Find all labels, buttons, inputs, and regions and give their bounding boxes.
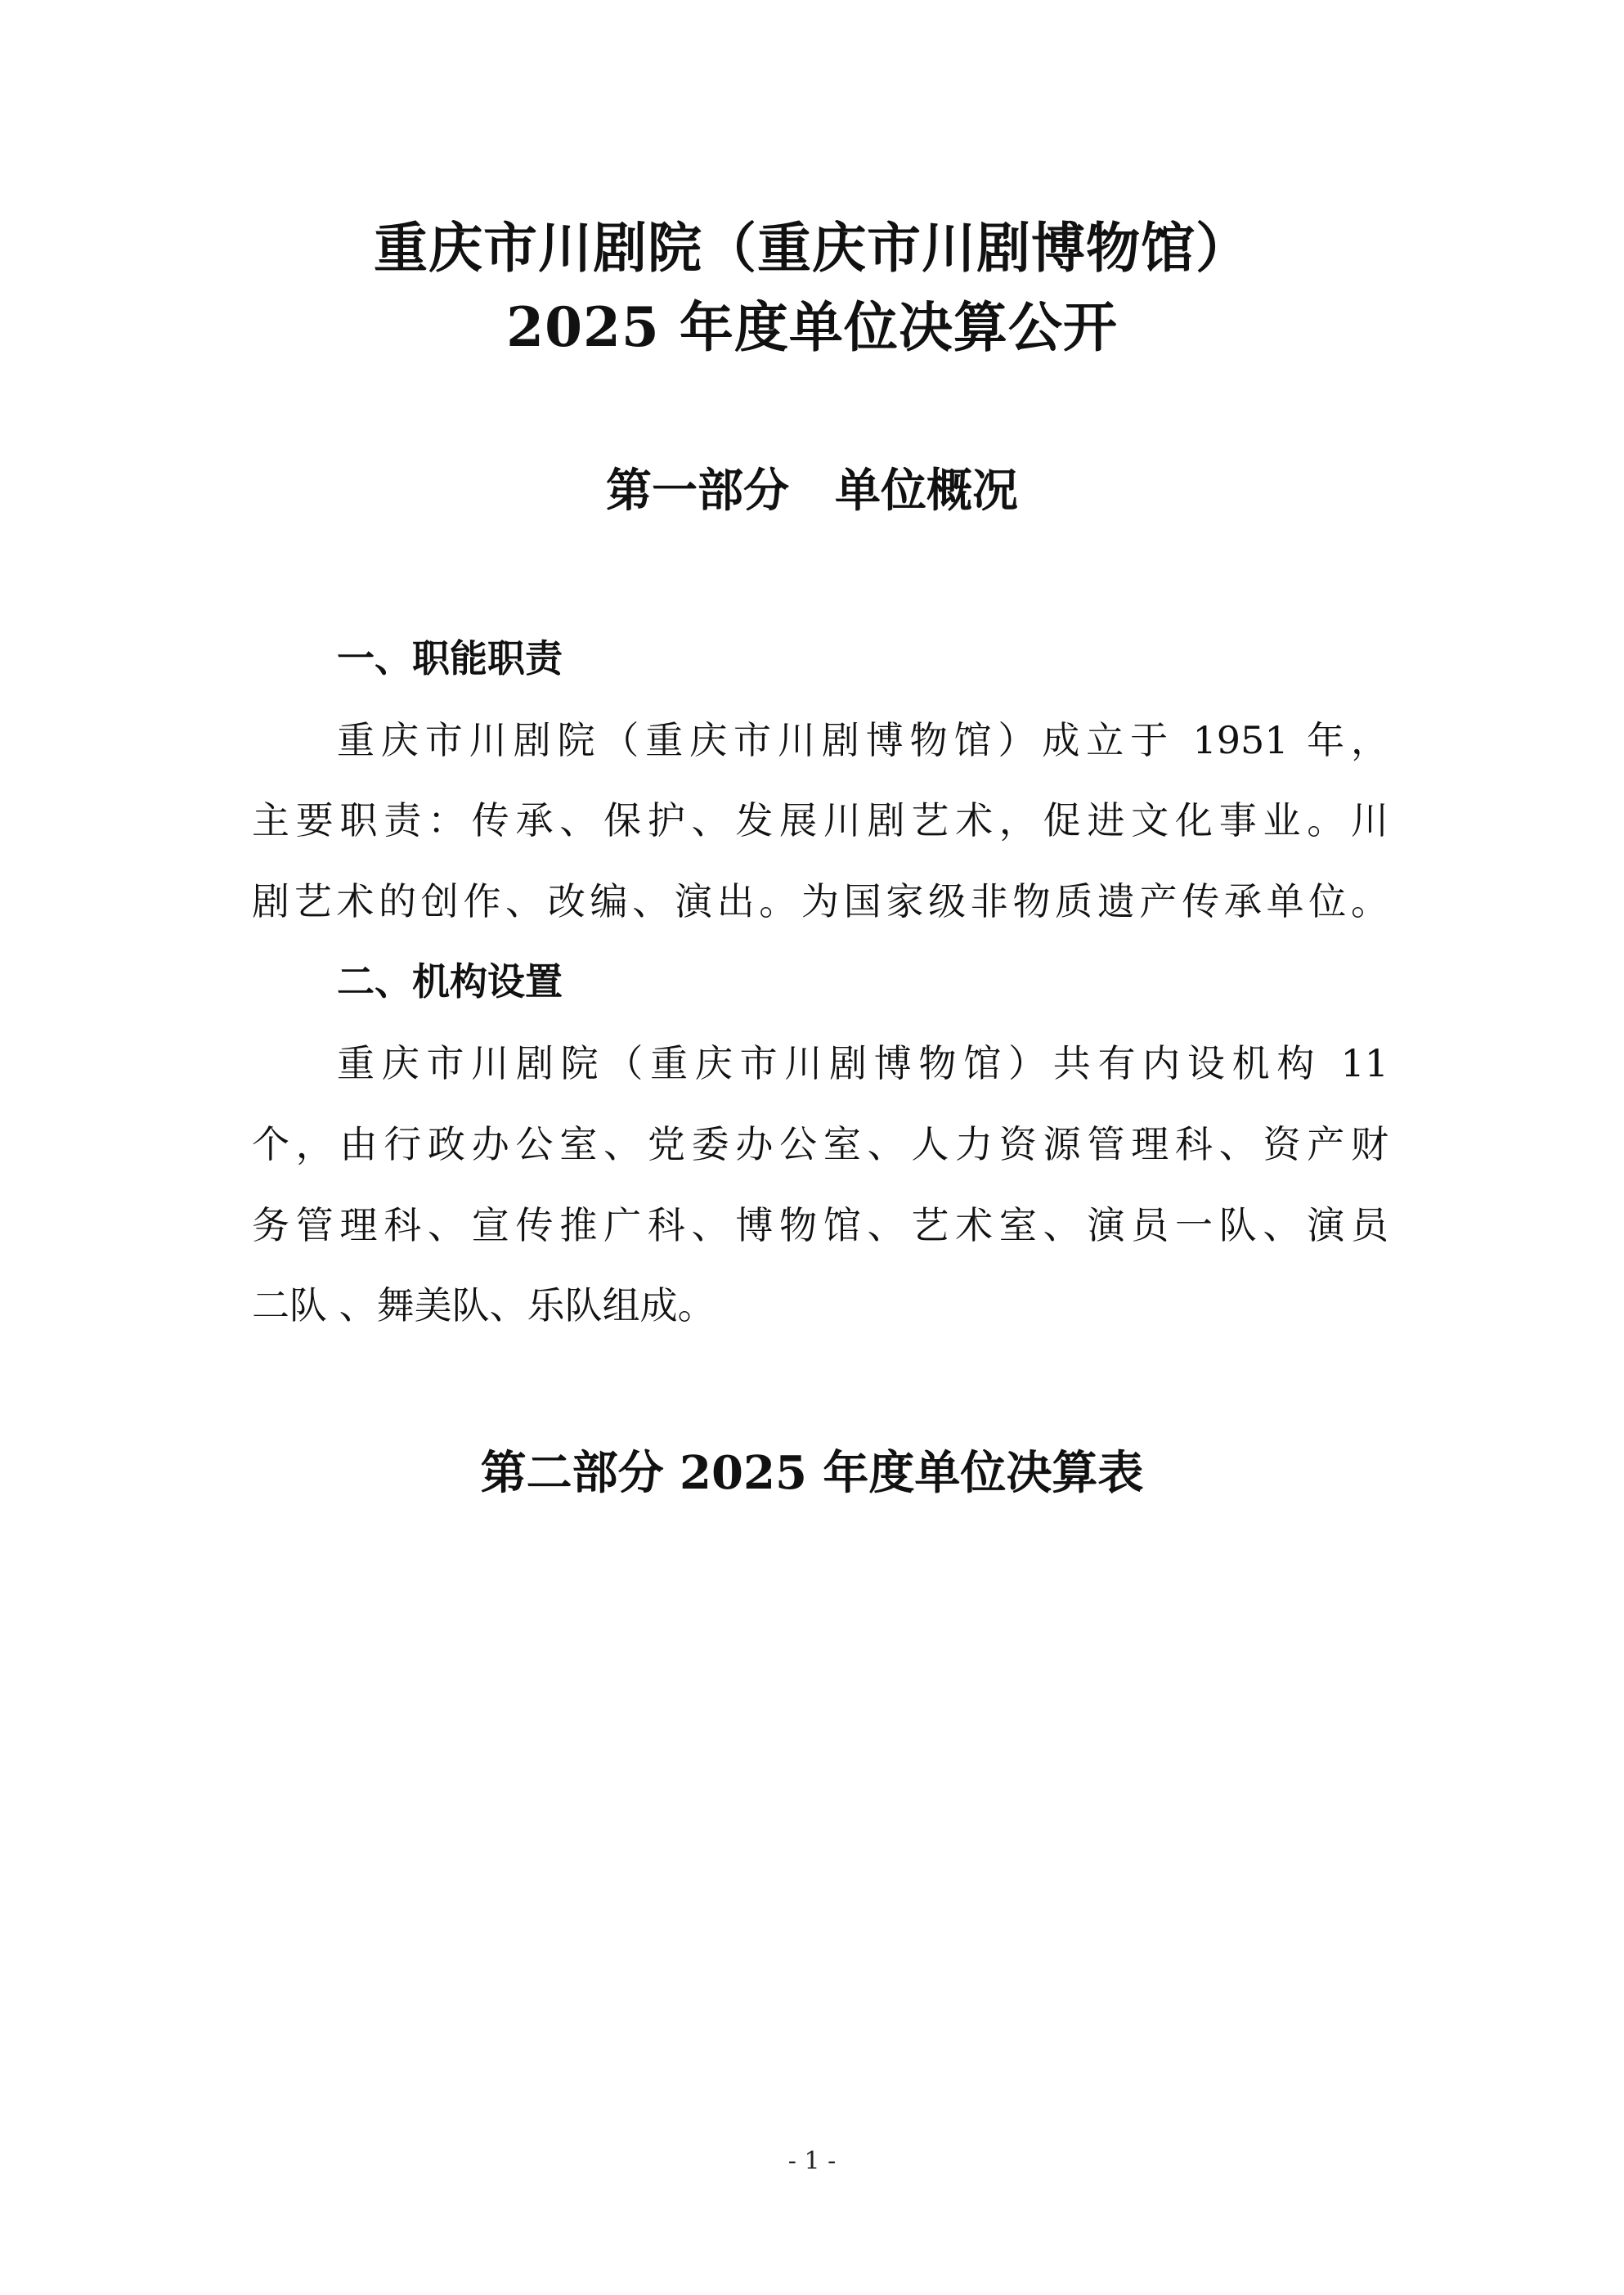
part-two-title: 第二部分 2025 年度单位决算表 [480, 1446, 1144, 1500]
page-number: - 1 - [787, 2147, 837, 2176]
section-organization-line: 二队 、舞美队、乐队组成。 [252, 1283, 716, 1327]
section-organization-line: 务管理科、宣传推广科、博物馆、艺术室、演员一队、演员 [252, 1203, 1388, 1247]
section-heading-organization: 二、机构设置 [337, 959, 563, 1004]
section-functions-line: 重庆市川剧院（重庆市川剧博物馆）成立于 1951 年， [337, 718, 1388, 762]
section-organization-line: 重庆市川剧院（重庆市川剧博物馆）共有内设机构 11 [337, 1041, 1388, 1085]
document-title-line-2: 2025 年度单位决算公开 [506, 295, 1118, 359]
section-functions-line: 剧艺术的创作、改编、演出。为国家级非物质遗产传承单位。 [252, 879, 1388, 923]
section-heading-functions: 一、职能职责 [337, 636, 563, 680]
section-functions-line: 主要职责：传承、保护、发展川剧艺术，促进文化事业。川 [252, 798, 1388, 842]
section-organization-line: 个，由行政办公室、党委办公室、人力资源管理科、资产财 [252, 1122, 1388, 1166]
part-one-title: 第一部分 单位概况 [606, 464, 1018, 518]
document-title-line-1: 重庆市川剧院（重庆市川剧博物馆） [374, 216, 1250, 280]
